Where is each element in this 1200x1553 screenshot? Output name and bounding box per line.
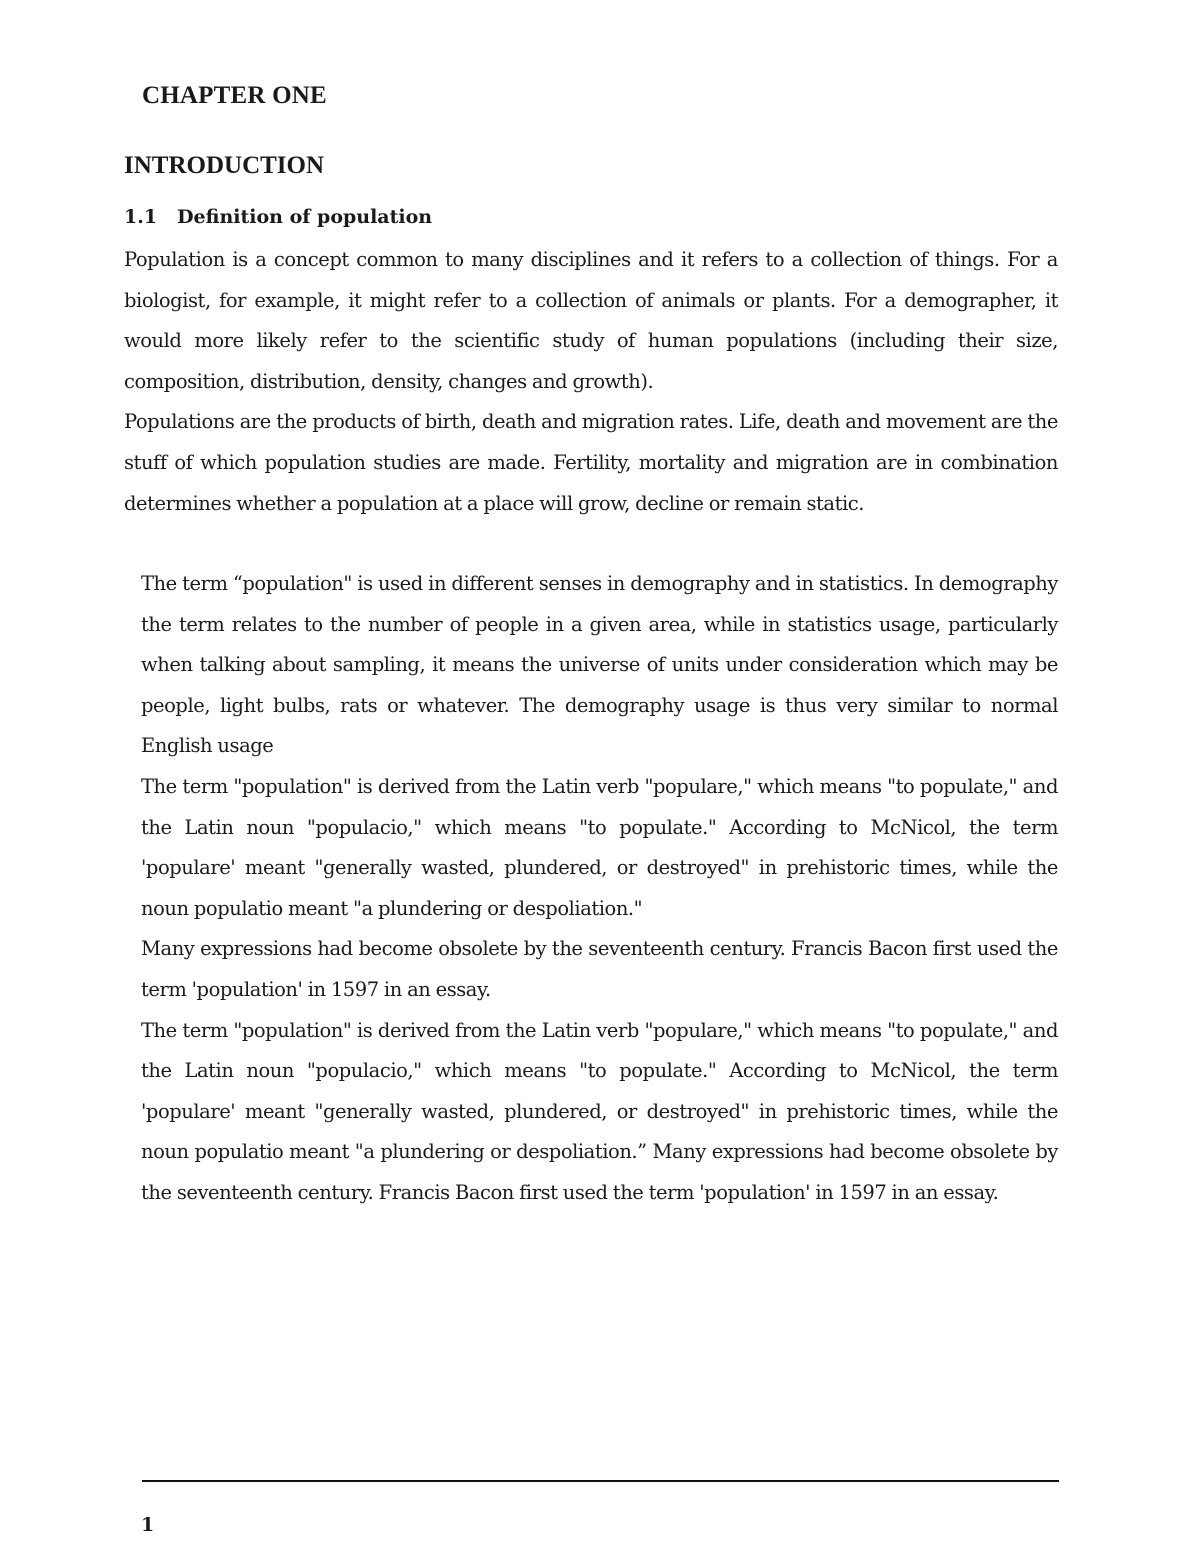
paragraph: Population is a concept common to many disciplines and it refers to a collection of things. For a biologist, for example, it might refer to a collection of animals or plants. For a demographer, it would more likely refer to the scientific study of human populations (including their size, composition, distribution, density, changes and growth).: [124, 248, 1058, 393]
paragraph: The term “population" is used in different senses in demography and in statistics. In demography the term relates to the number of people in a given area, while in statistics usage, particularly when talking about sampling, it means the universe of units under consideration which may be people, light bulbs, rats or whatever. The demography usage is thus very similar to normal English usage: [141, 572, 1058, 758]
footer-divider: [142, 1480, 1059, 1482]
paragraph: The term "population" is derived from the Latin verb "populare," which means "to populate," and the Latin noun "populacio," which means "to populate." According to McNicol, the term 'populare' meant "generally wasted, plundered, or destroyed" in prehistoric times, while the noun populatio meant "a plundering or despoliation.": [141, 774, 1058, 920]
page-number: 1: [141, 1514, 155, 1536]
section-number: 1.1: [124, 206, 158, 228]
section-heading: [124, 206, 432, 228]
paragraph: The term "population" is derived from the Latin verb "populare," which means "to populate," and the Latin noun "populacio," which means "to populate." According to McNicol, the term 'populare' meant "generally wasted, plundered, or destroyed" in prehistoric times, while the noun populatio meant "a plundering or despoliation.” Many expressions had become obsolete by the seventeenth century. Francis Bacon first used the term 'population' in 1597 in an essay.: [141, 1018, 1058, 1204]
paragraph: Many expressions had become obsolete by the seventeenth century. Francis Bacon first used the term 'population' in 1597 in an essay.: [141, 937, 1058, 1001]
body-block-term: [141, 564, 1058, 1214]
introduction-heading: INTRODUCTION: [124, 152, 325, 179]
chapter-title: CHAPTER ONE: [142, 82, 327, 109]
paragraph: Populations are the products of birth, death and migration rates. Life, death and movement are the stuff of which population studies are made. Fertility, mortality and migration are in combination determines whether a population at a place will grow, decline or remain static.: [124, 410, 1058, 515]
section-title: Definition of population: [177, 206, 433, 228]
body-block-definition: [124, 240, 1058, 524]
